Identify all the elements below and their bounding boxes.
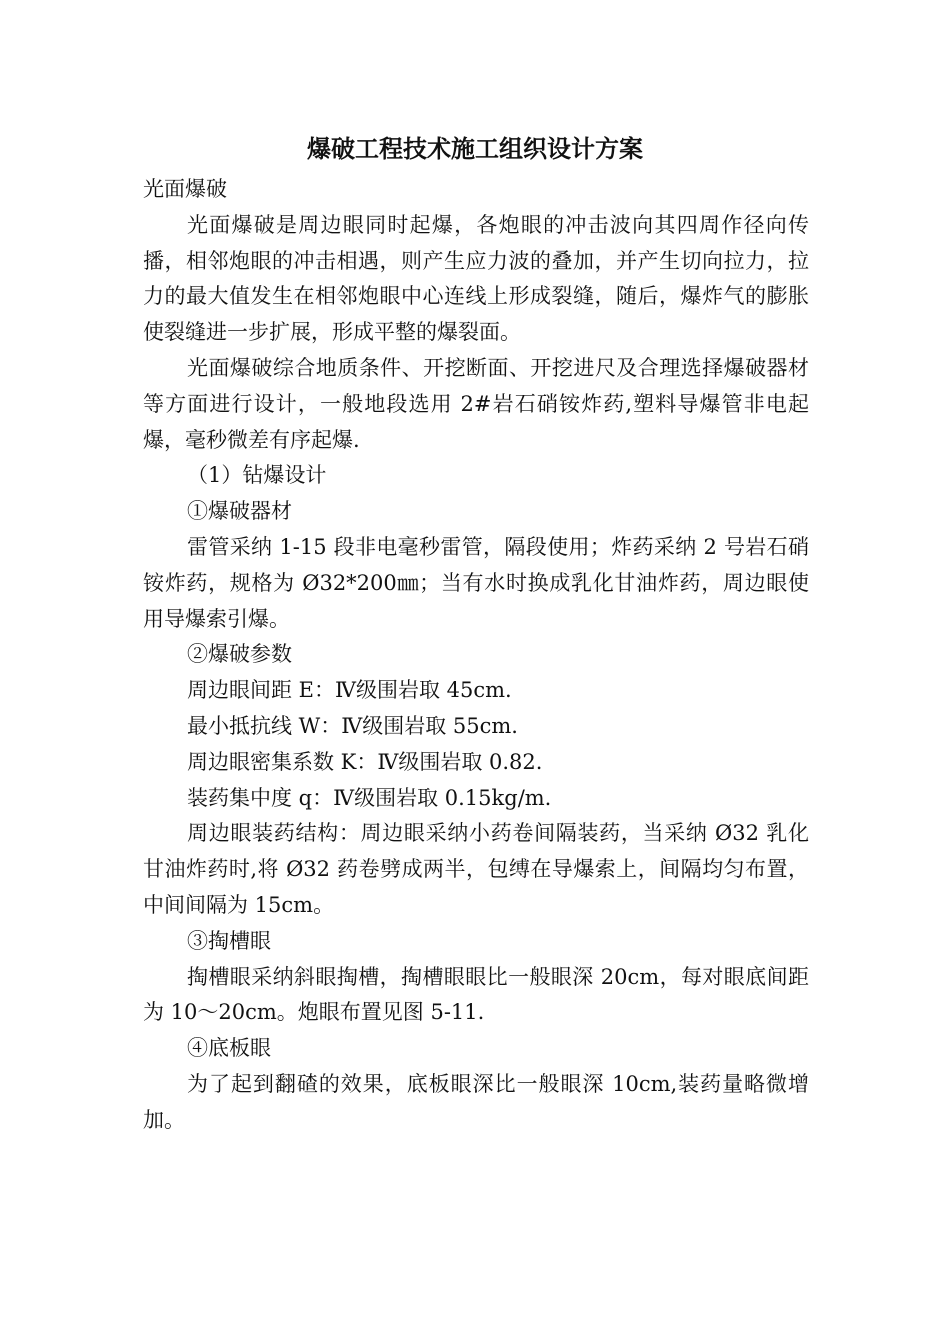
subheading-floor-holes: ④底板眼 [187,1036,271,1061]
paragraph-materials: 雷管采纳 1-15 段非电毫秒雷管，隔段使用；炸药采纳 2 号岩石硝铵炸药，规格为 Ø32*200㎜；当有水时换成乳化甘油炸药，周边眼使用导爆索引爆。 [143,534,809,631]
paragraph-floor-holes: 为了起到翻碴的效果，底板眼深比一般眼深 10cm,装药量略微增加。 [143,1071,809,1132]
parameter-spacing: 周边眼间距 E：Ⅳ级围岩取 45cm. [187,678,512,703]
subheading-blasting-materials: ①爆破器材 [187,499,292,524]
document-body [143,172,809,1139]
parameter-density-coefficient: 周边眼密集系数 K：Ⅳ级围岩取 0.82. [187,749,543,774]
subheading-drilling-design: （1）钻爆设计 [187,463,327,488]
document-title: 爆破工程技术施工组织设计方案 [307,134,643,163]
paragraph-charge-structure: 周边眼装药结构：周边眼采纳小药卷间隔装药，当采纳 Ø32 乳化甘油炸药时,将 Ø32 药卷劈成两半，包缚在导爆索上，间隔均匀布置，中间间隔为 15cm。 [143,821,809,917]
parameter-charge-concentration: 装药集中度 q：Ⅳ级围岩取 0.15kg/m. [187,785,552,810]
section-heading: 光面爆破 [143,177,227,201]
subheading-cut-holes: ③掏槽眼 [187,928,271,953]
paragraph-cut-holes: 掏槽眼采纳斜眼掏槽，掏槽眼眼比一般眼深 20cm，每对眼底间距为 10～20cm。炮眼布置见图 5-11. [143,964,809,1025]
paragraph-design-basis: 光面爆破综合地质条件、开挖断面、开挖进尺及合理选择爆破器材等方面进行设计，一般地段选用 2#岩石硝铵炸药,塑料导爆管非电起爆，毫秒微差有序起爆. [143,355,809,452]
subheading-blasting-parameters: ②爆破参数 [187,642,292,667]
parameter-burden: 最小抵抗线 W：Ⅳ级围岩取 55cm. [187,713,518,738]
paragraph-principle: 光面爆破是周边眼同时起爆，各炮眼的冲击波向其四周作径向传播，相邻炮眼的冲击相遇，则产生应力波的叠加，并产生切向拉力，拉力的最大值发生在相邻炮眼中心连线上形成裂缝，随后，爆炸气的膨胀使裂缝进一步扩展，形成平整的爆裂面。 [143,212,809,345]
